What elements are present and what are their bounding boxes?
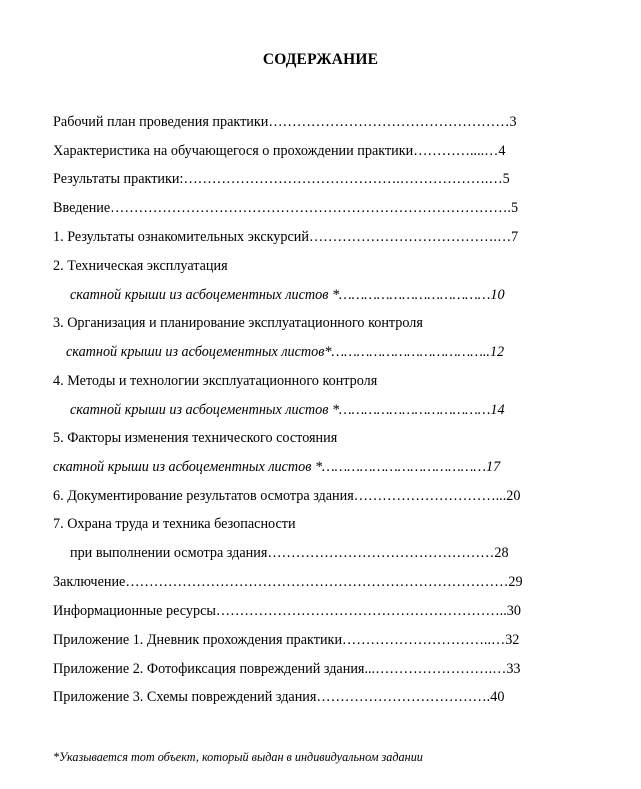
toc-entry-continuation: скатной крыши из асбоцементных листов *………………………………14: [70, 402, 505, 418]
toc-entry: Введение………………………………………………………………………….5: [53, 200, 519, 216]
footnote: *Указывается тот объект, который выдан в индивидуальном задании: [53, 750, 423, 764]
toc-entry: Заключение………………………………………………………………………29: [53, 574, 523, 590]
toc-entry: 5. Факторы изменения технического состояния: [53, 430, 338, 446]
toc-entry-continuation: при выполнении осмотра здания…………………………………………28: [70, 545, 509, 561]
toc-entry: Рабочий план проведения практики……………………………………………3: [53, 114, 517, 130]
page-title: СОДЕРЖАНИЕ: [262, 51, 379, 68]
toc-entry: Характеристика на обучающегося о прохождении практики…………....…4: [53, 143, 506, 159]
toc-entry-continuation: скатной крыши из асбоцементных листов *…………………………………17: [53, 459, 501, 475]
toc-entry: 6. Документирование результатов осмотра здания…………………………...20: [53, 488, 521, 504]
toc-entry: 1. Результаты ознакомительных экскурсий………………………………….…7: [53, 229, 519, 245]
toc-entry-continuation: скатной крыши из асбоцементных листов *………………………………10: [70, 287, 505, 303]
toc-entry: Информационные ресурсы……………………………………………………..30: [53, 603, 521, 619]
toc-entry: Приложение 1. Дневник прохождения практики…………………………..…32: [53, 632, 520, 648]
toc-entry: 2. Техническая эксплуатация: [53, 258, 228, 274]
toc-entry: 4. Методы и технологии эксплуатационного контроля: [53, 373, 378, 389]
toc-entry: Приложение 3. Схемы повреждений здания……………………………….40: [53, 689, 505, 705]
toc-entry: Результаты практики:……………………………………….……………….…5: [53, 171, 510, 187]
toc-entry: Приложение 2. Фотофиксация повреждений здания...…………………….…33: [53, 661, 521, 677]
toc-entry: 3. Организация и планирование эксплуатационного контроля: [53, 315, 423, 331]
toc-entry: 7. Охрана труда и техника безопасности: [53, 516, 296, 532]
toc-entry-continuation: скатной крыши из асбоцементных листов*………………………………..12: [66, 344, 505, 360]
